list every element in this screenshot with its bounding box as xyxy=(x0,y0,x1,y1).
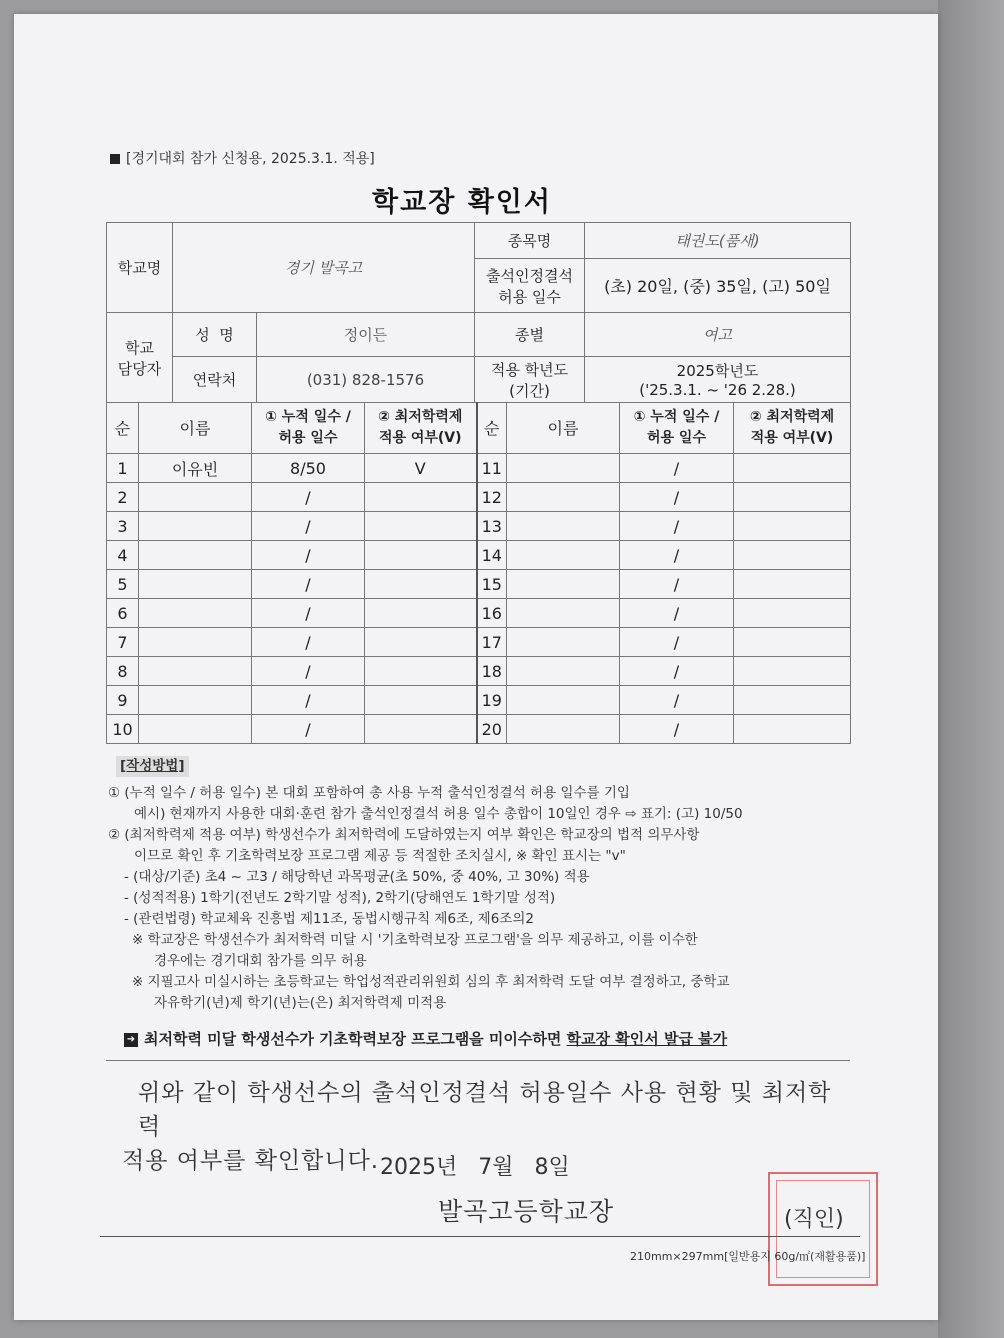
days-used: / xyxy=(620,512,734,541)
days-used: / xyxy=(252,628,365,657)
contact-label: 연락처 xyxy=(173,357,257,403)
instruction-line: 이므로 확인 후 기초학력보장 프로그램 제공 등 적절한 조치실시, ※ 확인 표시는 "v" xyxy=(134,848,626,864)
table-row xyxy=(107,541,851,570)
row-number: 12 xyxy=(477,483,507,512)
min-standard xyxy=(365,657,477,686)
header-min-right xyxy=(734,403,851,454)
days-used: / xyxy=(620,628,734,657)
row-number: 18 xyxy=(477,657,507,686)
issue-date: 2025년 7월 8일 xyxy=(380,1155,570,1180)
header-min-line1: ② 최저학력제 xyxy=(378,409,463,425)
days-used: / xyxy=(252,541,365,570)
row-number: 11 xyxy=(477,454,507,483)
gender-label: 종별 xyxy=(475,313,585,357)
days-used: / xyxy=(252,686,365,715)
min-standard xyxy=(365,686,477,715)
min-standard xyxy=(734,715,851,744)
table-row xyxy=(107,454,851,483)
student-name: 이유빈 xyxy=(139,454,252,483)
school-value: 경기 발곡고 xyxy=(173,223,475,313)
manager-label-line1: 학교 xyxy=(125,338,154,357)
allow-label-line1: 출석인정결석 xyxy=(486,266,573,285)
year-label-line1: 적용 학년도 xyxy=(490,360,569,379)
min-standard xyxy=(365,541,477,570)
header-min-right-line2: 적용 여부(V) xyxy=(750,430,834,446)
table-row xyxy=(107,512,851,541)
row-number: 14 xyxy=(477,541,507,570)
header-no-right: 순 xyxy=(477,403,507,454)
student-name xyxy=(507,599,620,628)
student-name xyxy=(139,541,252,570)
student-name xyxy=(139,512,252,541)
min-standard xyxy=(734,512,851,541)
header-min-line2: 적용 여부(V) xyxy=(378,430,462,446)
min-standard xyxy=(734,454,851,483)
manager-label xyxy=(107,313,173,403)
principal-signature: 발곡고등학교장 xyxy=(438,1197,615,1226)
header-days-right-line1: ① 누적 일수 / xyxy=(633,409,720,425)
year-value-line2: ('25.3.1. ~ '26 2.28.) xyxy=(639,381,796,399)
instruction-line: ※ 지필고사 미실시하는 초등학교는 학업성적관리위원회 심의 후 최저학력 도달 여부 결정하고, 중학교 xyxy=(132,974,730,990)
min-standard xyxy=(365,715,477,744)
min-standard xyxy=(365,628,477,657)
days-used: / xyxy=(252,657,365,686)
instruction-line: 예시) 현재까지 사용한 대회·훈련 참가 출석인정결석 허용 일수 총합이 10일인 경우 ⇨ 표기: (고) 10/50 xyxy=(134,806,743,822)
student-name xyxy=(139,483,252,512)
days-used: / xyxy=(252,599,365,628)
row-number: 9 xyxy=(107,686,139,715)
instruction-line: - (성적적용) 1학기(전년도 2학기말 성적), 2학기(당해연도 1학기말 성적) xyxy=(124,890,556,906)
row-number: 8 xyxy=(107,657,139,686)
days-used: / xyxy=(620,541,734,570)
min-standard xyxy=(734,541,851,570)
paper-spec: 210mm×297mm[일반용지 60g/㎡(재활용품)] xyxy=(630,1250,866,1263)
header-name-right: 이름 xyxy=(507,403,620,454)
min-standard xyxy=(734,657,851,686)
student-name xyxy=(507,715,620,744)
instructions xyxy=(108,756,853,1014)
days-used: / xyxy=(620,686,734,715)
year-label xyxy=(475,357,585,403)
student-name xyxy=(139,599,252,628)
table-row xyxy=(107,599,851,628)
header-days-right-line2: 허용 일수 xyxy=(647,430,706,446)
name-value: 정이든 xyxy=(257,313,475,357)
student-name xyxy=(507,512,620,541)
allow-value: (초) 20일, (중) 35일, (고) 50일 xyxy=(585,259,851,313)
table-row xyxy=(107,483,851,512)
student-name xyxy=(139,686,252,715)
contact-value: (031) 828-1576 xyxy=(257,357,475,403)
manager-label-line2: 담당자 xyxy=(117,359,162,378)
header-days-line1: ① 누적 일수 / xyxy=(265,409,351,425)
row-number: 10 xyxy=(107,715,139,744)
table-row xyxy=(107,686,851,715)
days-used: / xyxy=(620,715,734,744)
student-name xyxy=(139,628,252,657)
table-row xyxy=(107,570,851,599)
min-standard xyxy=(734,483,851,512)
student-name xyxy=(507,483,620,512)
student-name xyxy=(139,570,252,599)
page-title: 학교장 확인서 xyxy=(372,187,552,218)
confirmation-line2: 적용 여부를 확인합니다. xyxy=(122,1148,380,1174)
header-days xyxy=(252,403,365,454)
confirmation-line1: 위와 같이 학생선수의 출석인정결석 허용일수 사용 현황 및 최저학력 xyxy=(138,1080,832,1140)
row-number: 19 xyxy=(477,686,507,715)
min-standard xyxy=(734,686,851,715)
days-used: / xyxy=(252,483,365,512)
days-used: / xyxy=(620,599,734,628)
instruction-line: 자유학기(년)제 학기(년)는(은) 최저학력제 미적용 xyxy=(154,995,447,1011)
student-table xyxy=(106,402,851,744)
student-name xyxy=(139,715,252,744)
instruction-line: ① (누적 일수 / 허용 일수) 본 대회 포함하여 총 사용 누적 출석인정결석 허용 일수를 기입 xyxy=(108,785,630,801)
row-number: 6 xyxy=(107,599,139,628)
header-no: 순 xyxy=(107,403,139,454)
event-label: 종목명 xyxy=(475,223,585,259)
days-used: / xyxy=(620,454,734,483)
student-name xyxy=(507,570,620,599)
row-number: 15 xyxy=(477,570,507,599)
allow-label-line2: 허용 일수 xyxy=(498,287,561,306)
row-number: 4 xyxy=(107,541,139,570)
table-row xyxy=(107,657,851,686)
instructions-heading: [작성방법] xyxy=(116,756,189,777)
instruction-line: 경우에는 경기대회 참가를 의무 허용 xyxy=(154,953,367,969)
days-used: / xyxy=(620,657,734,686)
square-bullet-icon xyxy=(110,154,120,164)
days-used: / xyxy=(252,715,365,744)
event-value: 태권도(품새) xyxy=(585,223,851,259)
min-standard xyxy=(365,599,477,628)
days-used: / xyxy=(620,570,734,599)
warning-note xyxy=(124,1028,727,1049)
days-used: / xyxy=(252,512,365,541)
divider xyxy=(106,1060,850,1061)
days-used: 8/50 xyxy=(252,454,365,483)
table-row xyxy=(107,715,851,744)
days-used: / xyxy=(620,483,734,512)
min-standard xyxy=(365,570,477,599)
warning-emphasis: 학교장 확인서 발급 불가 xyxy=(566,1030,728,1048)
row-number: 16 xyxy=(477,599,507,628)
row-number: 20 xyxy=(477,715,507,744)
student-name xyxy=(507,454,620,483)
min-standard xyxy=(365,483,477,512)
student-name xyxy=(507,541,620,570)
table-row xyxy=(107,628,851,657)
row-number: 1 xyxy=(107,454,139,483)
row-number: 17 xyxy=(477,628,507,657)
school-label: 학교명 xyxy=(107,223,173,313)
row-number: 5 xyxy=(107,570,139,599)
header-note xyxy=(110,148,375,168)
row-number: 7 xyxy=(107,628,139,657)
days-used: / xyxy=(252,570,365,599)
min-standard xyxy=(734,599,851,628)
instruction-line: - (대상/기준) 초4 ~ 고3 / 해당학년 과목평균(초 50%, 중 40%, 고 30%) 적용 xyxy=(124,869,590,885)
student-name xyxy=(507,686,620,715)
min-standard xyxy=(734,570,851,599)
header-min-right-line1: ② 최저학력제 xyxy=(749,409,835,425)
arrow-box-icon: ➜ xyxy=(124,1033,138,1047)
student-table-body xyxy=(107,454,851,744)
header-days-right xyxy=(620,403,734,454)
instruction-line: ② (최저학력제 적용 여부) 학생선수가 최저학력에 도달하였는지 여부 확인은 학교장의 법적 의무사항 xyxy=(108,827,700,843)
info-table xyxy=(106,222,851,403)
instruction-line: ※ 학교장은 학생선수가 최저학력 미달 시 '기초학력보장 프로그램'을 의무 제공하고, 이를 이수한 xyxy=(132,932,698,948)
student-name xyxy=(139,657,252,686)
header-note-text: [경기대회 참가 신청용, 2025.3.1. 적용] xyxy=(126,151,375,167)
header-days-line2: 허용 일수 xyxy=(278,430,338,446)
header-name: 이름 xyxy=(139,403,252,454)
year-label-line2: (기간) xyxy=(509,381,550,400)
student-name xyxy=(507,657,620,686)
year-value-line1: 2025학년도 xyxy=(676,362,759,380)
gender-value: 여고 xyxy=(585,313,851,357)
min-standard xyxy=(365,512,477,541)
header-min xyxy=(365,403,477,454)
warning-text: 최저학력 미달 학생선수가 기초학력보장 프로그램을 미이수하면 xyxy=(144,1030,567,1048)
min-standard xyxy=(734,628,851,657)
allow-label xyxy=(475,259,585,313)
student-name xyxy=(507,628,620,657)
background-edge xyxy=(938,0,1004,1338)
name-label: 성 명 xyxy=(173,313,257,357)
row-number: 3 xyxy=(107,512,139,541)
stamp-label: (직인) xyxy=(784,1207,844,1232)
row-number: 2 xyxy=(107,483,139,512)
min-standard: V xyxy=(365,454,477,483)
instruction-line: - (관련법령) 학교체육 진흥법 제11조, 동법시행규칙 제6조, 제6조의2 xyxy=(124,911,534,927)
row-number: 13 xyxy=(477,512,507,541)
footer-divider xyxy=(100,1236,860,1237)
year-value xyxy=(585,357,851,403)
